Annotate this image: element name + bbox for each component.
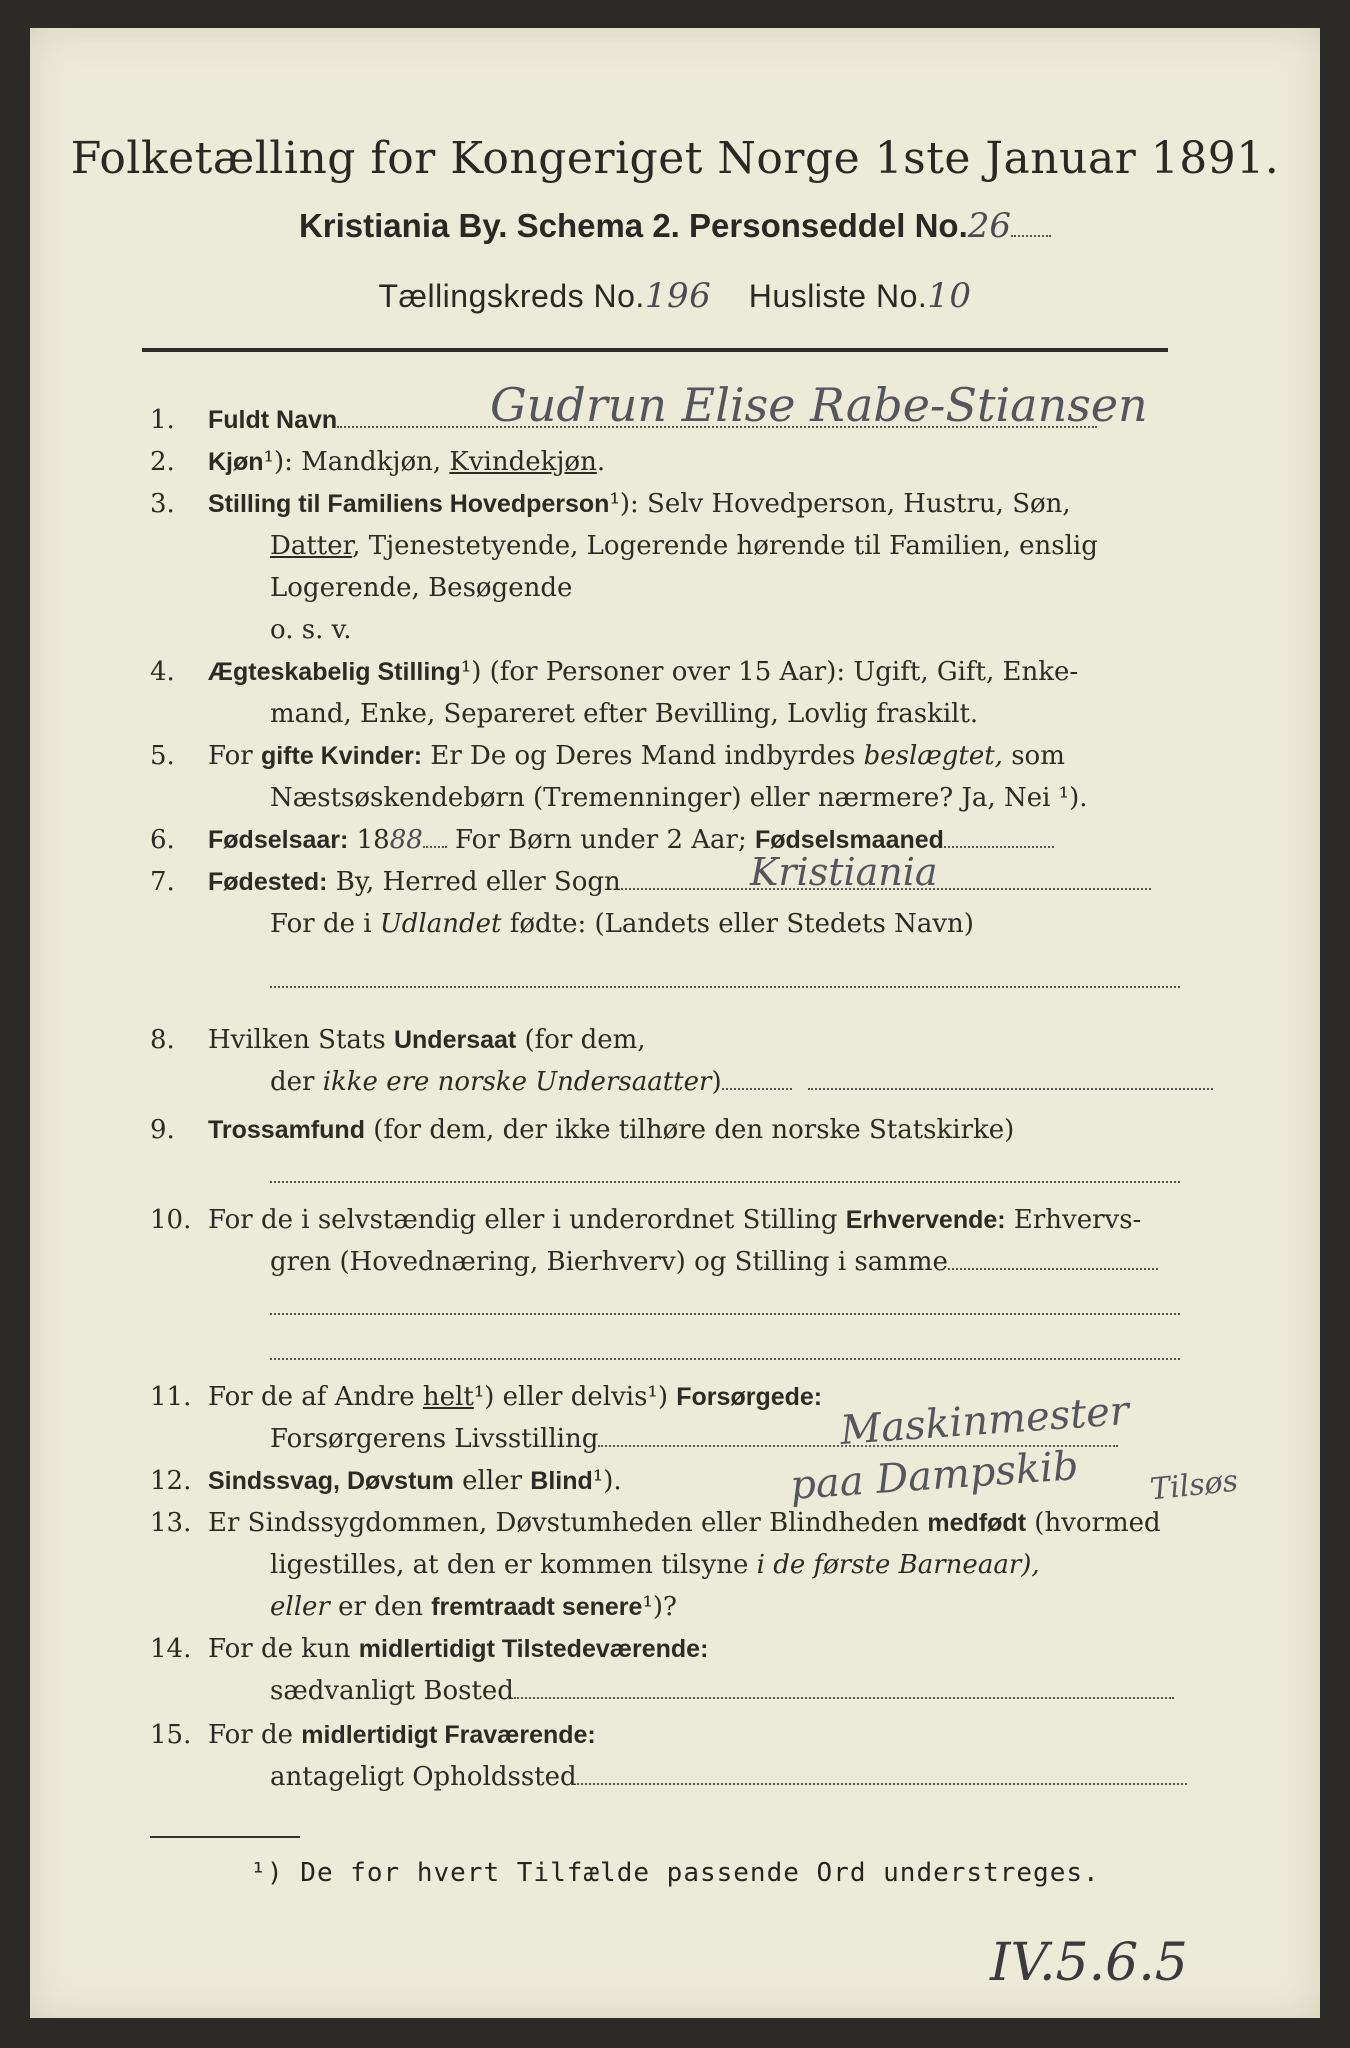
- q1-label: Fuldt Navn: [208, 406, 338, 434]
- header-schema-label: Kristiania By. Schema 2. Personseddel No.: [298, 207, 968, 244]
- personseddel-number: 26: [967, 206, 1012, 246]
- question-12: 12. Sindssvag, Døvstum eller Blind¹).: [150, 1466, 622, 1496]
- question-6: 6. Fødselsaar: 1888 For Børn under 2 Aar; Fødselsmaaned: [150, 823, 1190, 857]
- q11-provider-occupation-2: paa Dampskib: [788, 1442, 1080, 1510]
- footnote-rule: [150, 1836, 300, 1838]
- q7-birthplace: Kristiania: [750, 850, 938, 894]
- archive-mark: IV.5.6.5: [990, 1933, 1188, 1993]
- q6-birth-year: 88: [389, 825, 423, 855]
- question-15: 15. For de midlertidigt Fraværende:: [150, 1720, 596, 1750]
- q3-selected-option: Datter: [270, 531, 353, 561]
- taellingskreds-label: Tællingskreds No.: [378, 278, 645, 314]
- question-3: 3. Stilling til Familiens Hovedperson¹): Selv Hovedperson, Hustru, Søn,: [150, 489, 1071, 519]
- census-form-sheet: Folketælling for Kongeriget Norge 1ste Januar 1891. Kristiania By. Schema 2. Personseddel No.26 Tællingskreds No.196 Husliste No.10 1. Fuldt Navn Gudrun Elise Rabe-Stiansen 2. Kjøn¹): Mandkjøn, Kvindekjøn. 3. Stilling til Familiens Hovedperson¹): Selv Hovedperson, Hustru, Søn, Datter, Tjenestetyende, Logerende hørende til Familien, enslig Logerende, Besøgende o. s. v. 4. Ægteskabelig Stilling¹) (for Personer over 15 Aar): Ugift, Gift, Enke- mand, Enke, Separeret efter Bevilling, Lovlig fraskilt. 5. For gifte Kvinder: Er De og Deres Mand indbyrdes beslægtet, som Næstsøskendebørn (Tremenninger) eller nærmere? Ja, Nei ¹). 6. Fødselsaar: 1888 For Børn under 2 Aar; Fødselsmaaned 7. Fødested: By, Herred eller Sogn Kristiania For de i Udlandet fødte: (Landets eller Stedets Navn) 8. Hvilken Stats Undersaat (for dem, der ikke ere norske Undersaatter) 9. Trossamfund (for dem, der ikke tilhøre den norske Statskirke) 10. For de i selvstændig eller i underordnet Stilling Erhvervende: Erhvervs- gren (Hovednæring, Bierhverv) og Stilling i samme 11. For de af Andre helt¹) eller delvis¹) Forsørgede: Forsørgerens Livsstilling Maskinmester paa Dampskib Tilsøs 12. Sindssvag, Døvstum eller Blind¹). 13. Er Sindssygdommen, Døvstumheden eller Blindheden medfødt (hvormed ligestilles, at den er kommen tilsyne i de første Barneaar), eller er den fremtraadt senere¹)? 14. For de kun midlertidigt Tilstedeværende: sædvanligt Bosted 15. For de midlertidigt Fraværende: antageligt Opholdssted ¹) De for hvert Tilfælde passende Ord understreges. IV.5.6.5: [30, 28, 1320, 2018]
- question-11: 11. For de af Andre helt¹) eller delvis¹) Forsørgede:: [150, 1382, 823, 1412]
- header-district-line: [30, 276, 1320, 316]
- q2-selected-option: Kvindekjøn: [449, 447, 597, 477]
- question-7: 7. Fødested: By, Herred eller Sogn: [150, 865, 1190, 899]
- question-13: 13. Er Sindssygdommen, Døvstumheden eller Blindheden medfødt (hvormed: [150, 1508, 1161, 1538]
- question-8: 8. Hvilken Stats Undersaat (for dem,: [150, 1025, 646, 1055]
- husliste-number: 10: [927, 276, 972, 316]
- question-4: 4. Ægteskabelig Stilling¹) (for Personer over 15 Aar): Ugift, Gift, Enke-: [150, 657, 1079, 687]
- header-rule: [142, 348, 1168, 352]
- q11-selected-option: helt: [422, 1382, 474, 1412]
- question-10: 10. For de i selvstændig eller i underordnet Stilling Erhvervende: Erhvervs-: [150, 1205, 1142, 1235]
- question-9: 9. Trossamfund (for dem, der ikke tilhøre den norske Statskirke): [150, 1115, 1015, 1145]
- question-5: 5. For gifte Kvinder: Er De og Deres Mand indbyrdes beslægtet, som: [150, 741, 1065, 771]
- footnote: ¹) De for hvert Tilfælde passende Ord understreges.: [250, 1858, 1100, 1888]
- question-2: 2. Kjøn¹): Mandkjøn, Kvindekjøn.: [150, 447, 606, 477]
- q11-provider-location: Tilsøs: [1148, 1463, 1240, 1508]
- husliste-label: Husliste No.: [748, 278, 928, 314]
- taellingskreds-number: 196: [644, 276, 712, 316]
- header-schema-line: [30, 206, 1320, 246]
- form-title: Folketælling for Kongeriget Norge 1ste Januar 1891.: [70, 133, 1280, 184]
- question-1: 1. Fuldt Navn: [150, 403, 1190, 437]
- question-14: 14. For de kun midlertidigt Tilstedeværende:: [150, 1634, 709, 1664]
- q11-provider-occupation: Maskinmester: [838, 1387, 1131, 1455]
- q1-full-name: Gudrun Elise Rabe-Stiansen: [490, 378, 1148, 432]
